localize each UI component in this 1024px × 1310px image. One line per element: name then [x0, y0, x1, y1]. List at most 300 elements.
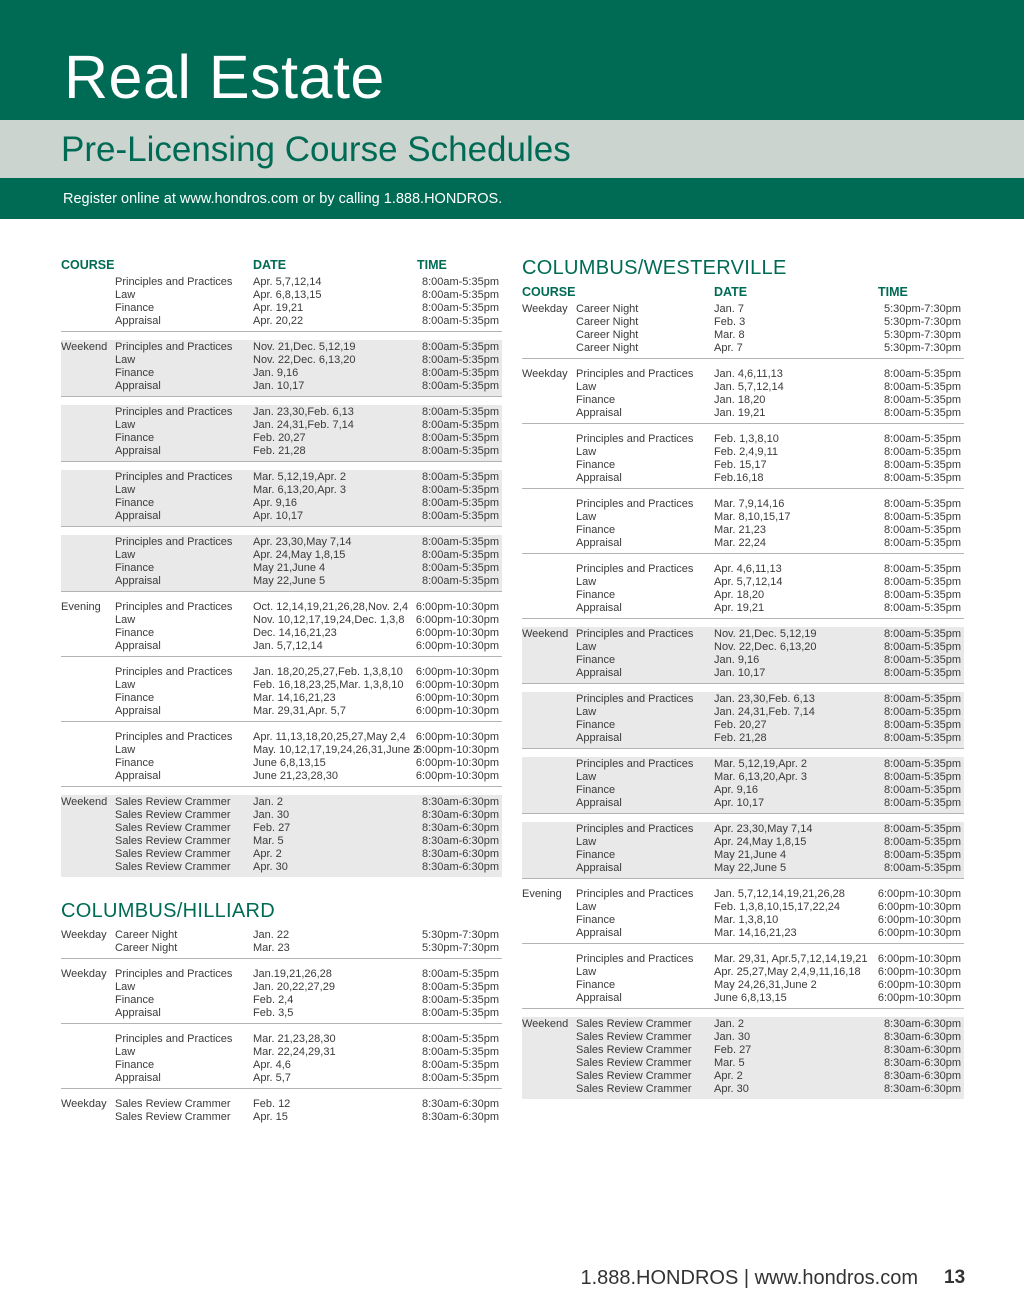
course-cell: Career Night: [115, 942, 178, 954]
time-cell: 8:00am-5:35pm: [883, 537, 961, 549]
course-cell: Finance: [576, 784, 616, 796]
date-cell: Jan. 9,16: [714, 654, 760, 666]
table-row: [522, 706, 964, 719]
date-cell: May 24,26,31,June 2: [714, 979, 817, 991]
date-cell: Apr. 24,May 1,8,15: [714, 836, 807, 848]
date-cell: Apr. 15: [253, 1111, 288, 1123]
course-cell: Appraisal: [115, 1072, 161, 1084]
course-cell: Law: [115, 419, 136, 431]
course-cell: Law: [576, 576, 597, 588]
group-label: Weekend: [522, 1018, 569, 1030]
column-headers: [61, 258, 502, 275]
time-cell: 5:30pm-7:30pm: [883, 303, 961, 315]
date-cell: Jan. 4,6,11,13: [714, 368, 783, 380]
course-cell: Law: [576, 511, 597, 523]
date-cell: Jan. 24,31,Feb. 7,14: [253, 419, 354, 431]
course-cell: Sales Review Crammer: [576, 1070, 692, 1082]
date-cell: Jan. 22: [253, 929, 290, 941]
group-label: Weekday: [61, 929, 107, 941]
table-row: [522, 589, 964, 602]
time-cell: 8:30am-6:30pm: [421, 822, 499, 834]
table-row: [61, 354, 502, 367]
date-cell: Jan.19,21,26,28: [253, 968, 332, 980]
table-row: [522, 862, 964, 875]
time-cell: 8:00am-5:35pm: [883, 706, 961, 718]
time-cell: 8:00am-5:35pm: [883, 563, 961, 575]
table-row: [522, 1057, 964, 1070]
date-cell: Nov. 22,Dec. 6,13,20: [253, 354, 356, 366]
course-cell: Principles and Practices: [115, 471, 233, 483]
date-cell: Apr. 5,7: [253, 1072, 291, 1084]
time-cell: 6:00pm-10:30pm: [877, 992, 961, 1004]
time-cell: 8:00am-5:35pm: [421, 484, 499, 496]
course-cell: Principles and Practices: [576, 758, 694, 770]
time-cell: 8:30am-6:30pm: [883, 1057, 961, 1069]
table-row: [61, 679, 502, 692]
date-cell: Feb. 3: [714, 316, 746, 328]
course-cell: Finance: [576, 979, 616, 991]
date-cell: May 22,June 5: [714, 862, 787, 874]
date-cell: Jan. 23,30,Feb. 6,13: [253, 406, 354, 418]
time-cell: 6:00pm-10:30pm: [415, 705, 499, 717]
course-cell: Sales Review Crammer: [115, 822, 231, 834]
group-label: Weekday: [522, 303, 568, 315]
course-cell: Sales Review Crammer: [576, 1031, 692, 1043]
date-cell: Nov. 10,12,17,19,24,Dec. 1,3,8: [253, 614, 405, 626]
time-cell: 8:30am-6:30pm: [421, 796, 499, 808]
course-cell: Appraisal: [576, 472, 622, 484]
table-row: [522, 953, 964, 966]
time-cell: 8:00am-5:35pm: [421, 575, 499, 587]
course-cell: Finance: [576, 394, 616, 406]
time-cell: 8:00am-5:35pm: [421, 549, 499, 561]
course-cell: Principles and Practices: [115, 731, 233, 743]
date-cell: Feb. 27: [253, 822, 291, 834]
table-row: [522, 888, 964, 901]
table-row: [61, 705, 502, 718]
date-cell: Feb. 21,28: [714, 732, 767, 744]
time-cell: 5:30pm-7:30pm: [883, 329, 961, 341]
table-row: [61, 614, 502, 627]
group-label: Evening: [522, 888, 562, 900]
table-row: [522, 693, 964, 706]
schedule-group: [522, 887, 964, 944]
table-row: [61, 575, 502, 588]
time-cell: 5:30pm-7:30pm: [421, 929, 499, 941]
time-cell: 8:00am-5:35pm: [421, 1007, 499, 1019]
group-label: Weekday: [61, 1098, 107, 1110]
course-cell: Sales Review Crammer: [576, 1044, 692, 1056]
table-row: [61, 1046, 502, 1059]
table-row: [522, 979, 964, 992]
date-cell: Mar. 8,10,15,17: [714, 511, 791, 523]
table-row: [522, 1044, 964, 1057]
date-cell: Jan. 7: [714, 303, 744, 315]
schedule-group: [522, 627, 964, 684]
table-row: [61, 341, 502, 354]
date-cell: Apr. 30: [714, 1083, 749, 1095]
course-cell: Law: [115, 1046, 136, 1058]
time-cell: 8:00am-5:35pm: [883, 589, 961, 601]
course-cell: Principles and Practices: [115, 536, 233, 548]
time-cell: 8:00am-5:35pm: [883, 472, 961, 484]
time-cell: 8:00am-5:35pm: [883, 602, 961, 614]
course-cell: Appraisal: [115, 315, 161, 327]
date-cell: Feb. 1,3,8,10,15,17,22,24: [714, 901, 840, 913]
time-cell: 6:00pm-10:30pm: [415, 679, 499, 691]
course-cell: Principles and Practices: [115, 341, 233, 353]
table-row: [61, 406, 502, 419]
course-cell: Sales Review Crammer: [115, 861, 231, 873]
time-cell: 8:00am-5:35pm: [883, 407, 961, 419]
course-cell: Finance: [115, 432, 155, 444]
time-cell: 8:00am-5:35pm: [883, 641, 961, 653]
course-cell: Finance: [576, 914, 616, 926]
time-cell: 8:00am-5:35pm: [421, 981, 499, 993]
table-row: [61, 1111, 502, 1124]
table-row: [522, 407, 964, 420]
group-label: Weekday: [522, 368, 568, 380]
date-cell: Feb. 2,4: [253, 994, 294, 1006]
schedule-group: [61, 340, 502, 397]
table-row: [61, 731, 502, 744]
date-cell: Jan. 10,17: [253, 380, 305, 392]
date-cell: Apr. 5,7,12,14: [253, 276, 322, 288]
header-subtitle-band: [0, 120, 1024, 178]
course-cell: Sales Review Crammer: [115, 809, 231, 821]
time-cell: 8:00am-5:35pm: [883, 862, 961, 874]
course-cell: Appraisal: [115, 445, 161, 457]
section-title: COLUMBUS/HILLIARD: [61, 900, 276, 922]
time-cell: 8:00am-5:35pm: [421, 354, 499, 366]
date-cell: Feb. 3,5: [253, 1007, 294, 1019]
time-cell: 8:00am-5:35pm: [421, 471, 499, 483]
table-row: [522, 641, 964, 654]
date-cell: May 21,June 4: [714, 849, 787, 861]
course-cell: Principles and Practices: [576, 628, 694, 640]
time-cell: 6:00pm-10:30pm: [415, 640, 499, 652]
time-cell: 6:00pm-10:30pm: [877, 966, 961, 978]
course-cell: Principles and Practices: [576, 888, 694, 900]
table-row: [61, 822, 502, 835]
table-row: [522, 381, 964, 394]
schedule-group: [61, 600, 502, 657]
footer-contact: 1.888.HONDROS | www.hondros.com: [580, 1267, 918, 1289]
date-cell: Oct. 12,14,19,21,26,28,Nov. 2,4: [253, 601, 409, 613]
page-subtitle: Pre-Licensing Course Schedules: [61, 130, 571, 169]
register-text: Register online at www.hondros.com or by calling 1.888.HONDROS.: [63, 191, 503, 207]
course-cell: Law: [576, 966, 597, 978]
table-row: [61, 315, 502, 328]
date-cell: Apr. 25,27,May 2,4,9,11,16,18: [714, 966, 861, 978]
time-cell: 8:00am-5:35pm: [883, 628, 961, 640]
time-cell: 8:00am-5:35pm: [421, 1059, 499, 1071]
course-cell: Finance: [576, 849, 616, 861]
date-cell: Mar. 6,13,20,Apr. 3: [714, 771, 807, 783]
table-row: [522, 511, 964, 524]
course-cell: Finance: [576, 459, 616, 471]
date-cell: Feb. 1,3,8,10: [714, 433, 779, 445]
group-label: Weekend: [61, 796, 108, 808]
course-cell: Finance: [576, 654, 616, 666]
date-cell: June 6,8,13,15: [253, 757, 326, 769]
column-header-time: TIME: [878, 285, 908, 299]
date-cell: Jan. 9,16: [253, 367, 299, 379]
date-cell: Jan. 20,22,27,29: [253, 981, 335, 993]
date-cell: Mar. 5: [253, 835, 284, 847]
course-cell: Principles and Practices: [115, 601, 233, 613]
table-row: [522, 992, 964, 1005]
course-cell: Sales Review Crammer: [115, 1098, 231, 1110]
course-cell: Principles and Practices: [115, 968, 233, 980]
time-cell: 8:00am-5:35pm: [883, 732, 961, 744]
course-cell: Sales Review Crammer: [115, 796, 231, 808]
table-row: [61, 601, 502, 614]
column-headers: [522, 285, 964, 302]
time-cell: 8:30am-6:30pm: [421, 848, 499, 860]
group-label: Weekend: [61, 341, 108, 353]
time-cell: 6:00pm-10:30pm: [415, 744, 499, 756]
time-cell: 8:00am-5:35pm: [421, 406, 499, 418]
course-cell: Law: [576, 381, 597, 393]
date-cell: Apr. 2: [714, 1070, 743, 1082]
time-cell: 8:00am-5:35pm: [421, 445, 499, 457]
register-band: [0, 178, 1024, 219]
date-cell: Jan. 2: [253, 796, 283, 808]
course-cell: Finance: [115, 497, 155, 509]
schedule-group: [522, 692, 964, 749]
course-cell: Principles and Practices: [115, 1033, 233, 1045]
course-cell: Appraisal: [576, 862, 622, 874]
table-row: [61, 562, 502, 575]
date-cell: Mar. 8: [714, 329, 745, 341]
table-row: [61, 471, 502, 484]
table-row: [61, 445, 502, 458]
table-row: [61, 536, 502, 549]
time-cell: 8:30am-6:30pm: [883, 1044, 961, 1056]
time-cell: 8:30am-6:30pm: [421, 1111, 499, 1123]
table-row: [61, 809, 502, 822]
table-row: [522, 927, 964, 940]
table-row: [522, 602, 964, 615]
time-cell: 6:00pm-10:30pm: [877, 927, 961, 939]
course-cell: Finance: [576, 719, 616, 731]
time-cell: 8:00am-5:35pm: [421, 510, 499, 522]
course-cell: Principles and Practices: [115, 276, 233, 288]
course-cell: Finance: [115, 994, 155, 1006]
table-row: [522, 654, 964, 667]
course-cell: Career Night: [576, 342, 639, 354]
time-cell: 6:00pm-10:30pm: [415, 770, 499, 782]
schedule-columbus-hilliard: [61, 899, 502, 1135]
date-cell: Feb. 20,27: [714, 719, 767, 731]
date-cell: Apr. 11,13,18,20,25,27,May 2,4: [253, 731, 406, 743]
time-cell: 8:30am-6:30pm: [883, 1083, 961, 1095]
time-cell: 8:00am-5:35pm: [883, 849, 961, 861]
table-row: [522, 667, 964, 680]
course-cell: Sales Review Crammer: [576, 1018, 692, 1030]
time-cell: 8:00am-5:35pm: [421, 419, 499, 431]
course-cell: Law: [115, 679, 136, 691]
course-cell: Appraisal: [576, 992, 622, 1004]
table-row: [61, 929, 502, 942]
time-cell: 8:00am-5:35pm: [421, 367, 499, 379]
schedule-group: [522, 367, 964, 424]
time-cell: 8:00am-5:35pm: [883, 719, 961, 731]
time-cell: 8:30am-6:30pm: [883, 1070, 961, 1082]
course-cell: Principles and Practices: [576, 693, 694, 705]
time-cell: 8:00am-5:35pm: [883, 576, 961, 588]
time-cell: 6:00pm-10:30pm: [877, 979, 961, 991]
date-cell: Apr. 2: [253, 848, 282, 860]
time-cell: 8:00am-5:35pm: [421, 994, 499, 1006]
course-cell: Law: [576, 446, 597, 458]
time-cell: 8:00am-5:35pm: [421, 1046, 499, 1058]
time-cell: 6:00pm-10:30pm: [877, 901, 961, 913]
date-cell: Mar. 29,31,Apr. 5,7: [253, 705, 346, 717]
course-cell: Appraisal: [576, 667, 622, 679]
date-cell: Feb. 20,27: [253, 432, 306, 444]
course-cell: Law: [115, 484, 136, 496]
table-row: [61, 1098, 502, 1111]
date-cell: Apr. 23,30,May 7,14: [253, 536, 352, 548]
time-cell: 8:00am-5:35pm: [883, 784, 961, 796]
schedule-group: [522, 757, 964, 814]
date-cell: Apr. 20,22: [253, 315, 304, 327]
course-cell: Appraisal: [115, 1007, 161, 1019]
header-title-band: [0, 0, 1024, 120]
date-cell: Mar. 7,9,14,16: [714, 498, 785, 510]
table-row: [61, 968, 502, 981]
table-row: [61, 367, 502, 380]
course-cell: Finance: [115, 627, 155, 639]
page-title: Real Estate: [64, 43, 385, 111]
table-row: [522, 901, 964, 914]
table-row: [61, 484, 502, 497]
table-row: [61, 666, 502, 679]
time-cell: 8:00am-5:35pm: [883, 381, 961, 393]
table-row: [61, 757, 502, 770]
column-header-date: DATE: [253, 258, 287, 272]
table-row: [61, 796, 502, 809]
course-cell: Law: [576, 706, 597, 718]
table-row: [61, 289, 502, 302]
course-cell: Finance: [115, 562, 155, 574]
group-label: Weekday: [61, 968, 107, 980]
date-cell: Mar. 5,12,19,Apr. 2: [253, 471, 346, 483]
schedule-main: [61, 258, 502, 885]
date-cell: Jan. 18,20: [714, 394, 766, 406]
time-cell: 8:00am-5:35pm: [421, 432, 499, 444]
table-row: [522, 758, 964, 771]
table-row: [61, 302, 502, 315]
schedule-group: [61, 470, 502, 527]
schedule-group: [61, 535, 502, 592]
course-cell: Law: [115, 744, 136, 756]
time-cell: 6:00pm-10:30pm: [415, 757, 499, 769]
table-row: [522, 303, 964, 316]
date-cell: Feb. 16,18,23,25,Mar. 1,3,8,10: [253, 679, 404, 691]
date-cell: Apr. 18,20: [714, 589, 765, 601]
course-cell: Finance: [115, 757, 155, 769]
time-cell: 8:00am-5:35pm: [883, 524, 961, 536]
time-cell: 8:00am-5:35pm: [883, 797, 961, 809]
table-row: [522, 732, 964, 745]
time-cell: 8:00am-5:35pm: [421, 341, 499, 353]
course-cell: Law: [576, 641, 597, 653]
table-row: [61, 994, 502, 1007]
time-cell: 8:00am-5:35pm: [421, 289, 499, 301]
course-cell: Law: [576, 836, 597, 848]
time-cell: 8:30am-6:30pm: [883, 1031, 961, 1043]
schedule-group: [522, 562, 964, 619]
table-row: [61, 627, 502, 640]
course-cell: Appraisal: [576, 407, 622, 419]
time-cell: 6:00pm-10:30pm: [415, 692, 499, 704]
table-row: [61, 942, 502, 955]
time-cell: 8:30am-6:30pm: [421, 861, 499, 873]
table-row: [61, 1033, 502, 1046]
time-cell: 8:00am-5:35pm: [421, 1033, 499, 1045]
date-cell: June 21,23,28,30: [253, 770, 339, 782]
date-cell: Apr. 23,30,May 7,14: [714, 823, 813, 835]
table-row: [522, 498, 964, 511]
table-row: [61, 432, 502, 445]
date-cell: Apr. 5,7,12,14: [714, 576, 783, 588]
schedule-group: [61, 795, 502, 877]
table-row: [61, 848, 502, 861]
course-cell: Appraisal: [115, 380, 161, 392]
date-cell: Jan. 2: [714, 1018, 744, 1030]
table-row: [61, 981, 502, 994]
table-row: [522, 914, 964, 927]
table-row: [522, 537, 964, 550]
date-cell: Apr. 19,21: [714, 602, 765, 614]
course-cell: Principles and Practices: [576, 368, 694, 380]
date-cell: Feb. 27: [714, 1044, 752, 1056]
course-cell: Appraisal: [115, 640, 161, 652]
date-cell: Feb. 21,28: [253, 445, 306, 457]
course-cell: Law: [115, 549, 136, 561]
table-row: [61, 419, 502, 432]
section-title: COLUMBUS/WESTERVILLE: [522, 257, 787, 279]
table-row: [61, 1072, 502, 1085]
date-cell: Apr. 24,May 1,8,15: [253, 549, 346, 561]
time-cell: 8:00am-5:35pm: [883, 394, 961, 406]
date-cell: June 6,8,13,15: [714, 992, 787, 1004]
table-row: [61, 744, 502, 757]
date-cell: Feb.16,18: [714, 472, 764, 484]
page-number: 13: [944, 1267, 966, 1288]
time-cell: 8:00am-5:35pm: [883, 446, 961, 458]
date-cell: Jan. 5,7,12,14: [253, 640, 323, 652]
date-cell: Mar. 14,16,21,23: [253, 692, 336, 704]
table-row: [61, 770, 502, 783]
date-cell: Apr. 9,16: [714, 784, 759, 796]
schedule-group: [61, 928, 502, 959]
schedule-group: [61, 730, 502, 787]
date-cell: Jan. 24,31,Feb. 7,14: [714, 706, 815, 718]
table-row: [61, 510, 502, 523]
date-cell: Jan. 5,7,12,14,19,21,26,28: [714, 888, 845, 900]
table-row: [522, 1018, 964, 1031]
date-cell: Feb. 15,17: [714, 459, 767, 471]
date-cell: Nov. 22,Dec. 6,13,20: [714, 641, 817, 653]
time-cell: 5:30pm-7:30pm: [883, 342, 961, 354]
schedule-group: [61, 1097, 502, 1127]
course-cell: Career Night: [576, 329, 639, 341]
table-row: [522, 433, 964, 446]
